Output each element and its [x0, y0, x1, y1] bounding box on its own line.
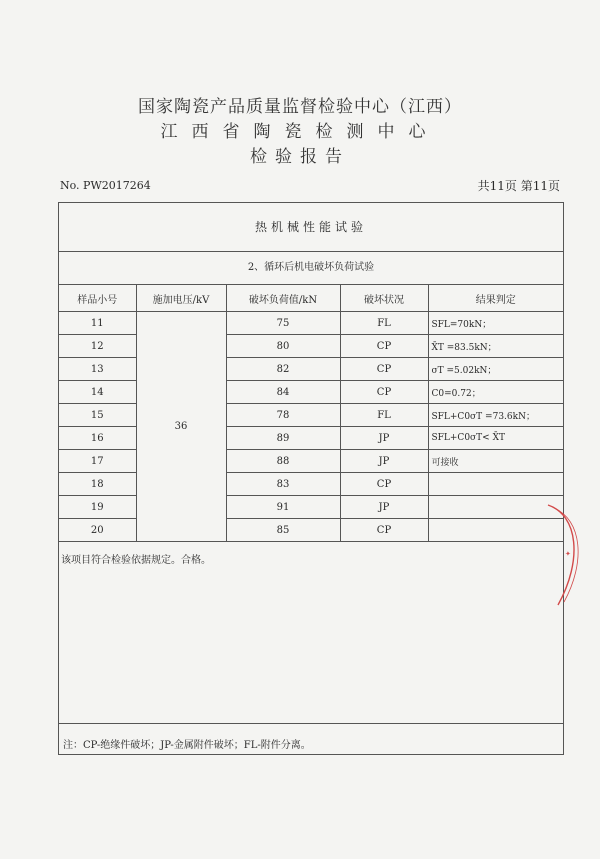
report-title: 检验报告: [250, 147, 350, 167]
sample-number-cell: 15: [59, 404, 136, 427]
result-judgement-cell: SFL+C0σT< X̄T: [428, 427, 563, 450]
failing-load-cell: 83: [226, 473, 340, 496]
column-header-voltage: 施加电压/kV: [136, 285, 226, 312]
conclusion-text: 该项目符合检验依据规定。合格。: [61, 555, 211, 566]
table-row: [59, 450, 563, 473]
report-frame: [58, 202, 564, 755]
sample-number-cell: 17: [59, 450, 136, 473]
sample-number-cell: 16: [59, 427, 136, 450]
results-table: [59, 285, 563, 542]
sample-number-cell: 13: [59, 358, 136, 381]
failing-load-cell: 75: [226, 312, 340, 335]
sample-number-cell: 11: [59, 312, 136, 335]
table-row: [59, 496, 563, 519]
result-judgement-cell: X̄T =83.5kN；: [428, 335, 563, 358]
failure-mode-cell: FL: [340, 404, 428, 427]
page-info: 共11页 第11页: [477, 179, 560, 193]
result-judgement-cell: SFL+C0σT =73.6kN；: [428, 404, 563, 427]
svg-text:✦: ✦: [565, 550, 571, 558]
center-subtitle: 江西省陶瓷检测中心: [160, 122, 440, 142]
column-header-sample-no: 样品小号: [59, 285, 136, 312]
report-number: No. PW2017264: [60, 179, 151, 192]
failing-load-cell: 88: [226, 450, 340, 473]
table-row: [59, 427, 563, 450]
notes-divider: [59, 723, 563, 724]
table-row: [59, 335, 563, 358]
failure-mode-cell: CP: [340, 519, 428, 542]
result-judgement-cell: σT =5.02kN；: [428, 358, 563, 381]
section-title: 热机械性能试验: [59, 203, 563, 252]
failure-mode-cell: CP: [340, 381, 428, 404]
failing-load-cell: 85: [226, 519, 340, 542]
sample-number-cell: 20: [59, 519, 136, 542]
table-row: [59, 381, 563, 404]
center-title: 国家陶瓷产品质量监督检验中心（江西）: [138, 97, 462, 117]
failure-mode-cell: JP: [340, 496, 428, 519]
notes-text: 注：CP-绝缘件破坏；JP-金属附件破坏；FL-附件分离。: [63, 740, 311, 751]
failure-mode-cell: JP: [340, 427, 428, 450]
column-header-failure-mode: 破坏状况: [340, 285, 428, 312]
failing-load-cell: 82: [226, 358, 340, 381]
column-header-failing-load: 破坏负荷值/kN: [226, 285, 340, 312]
applied-voltage-cell: 36: [136, 312, 226, 542]
red-seal-stamp: [538, 500, 600, 610]
result-judgement-cell: 可接收: [428, 450, 563, 473]
sample-number-cell: 14: [59, 381, 136, 404]
sample-number-cell: 19: [59, 496, 136, 519]
table-row: [59, 519, 563, 542]
result-judgement-cell: C0=0.72；: [428, 381, 563, 404]
table-row: [59, 404, 563, 427]
sample-number-cell: 18: [59, 473, 136, 496]
failing-load-cell: 89: [226, 427, 340, 450]
failing-load-cell: 78: [226, 404, 340, 427]
sample-number-cell: 12: [59, 335, 136, 358]
failure-mode-cell: JP: [340, 450, 428, 473]
result-judgement-cell: [428, 473, 563, 496]
failure-mode-cell: CP: [340, 358, 428, 381]
failing-load-cell: 80: [226, 335, 340, 358]
failing-load-cell: 84: [226, 381, 340, 404]
failing-load-cell: 91: [226, 496, 340, 519]
failure-mode-cell: FL: [340, 312, 428, 335]
failure-mode-cell: CP: [340, 473, 428, 496]
column-header-result: 结果判定: [428, 285, 563, 312]
table-header-row: [59, 285, 563, 312]
failure-mode-cell: CP: [340, 335, 428, 358]
table-row: [59, 473, 563, 496]
result-judgement-cell: SFL=70kN；: [428, 312, 563, 335]
section-subtitle: 2、循环后机电破坏负荷试验: [59, 252, 563, 285]
table-row: [59, 358, 563, 381]
table-row: [59, 312, 563, 335]
